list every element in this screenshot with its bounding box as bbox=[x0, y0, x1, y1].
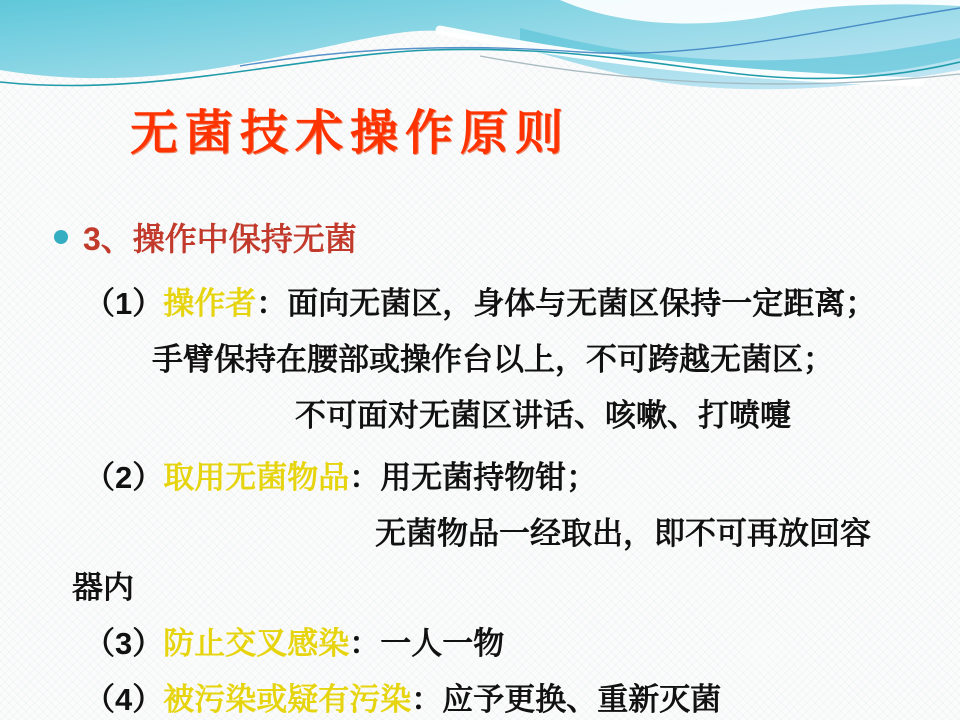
body-line-4 bbox=[84, 452, 597, 497]
line-rest: ：面向无菌区，身体与无菌区保持一定距离； bbox=[256, 286, 877, 321]
body-line-3 bbox=[295, 390, 791, 435]
body-line-5 bbox=[375, 508, 871, 553]
body-line-8 bbox=[84, 674, 721, 719]
line-rest: ：应予更换、重新灭菌 bbox=[411, 682, 722, 717]
line-rest: ：一人一物 bbox=[349, 626, 505, 661]
line-highlight: 防止交叉感染 bbox=[163, 626, 350, 661]
line-highlight: 操作者 bbox=[163, 286, 257, 321]
bullet-heading bbox=[54, 214, 357, 260]
line-prefix: （4） bbox=[84, 682, 164, 717]
body-line-7 bbox=[84, 618, 504, 663]
line-highlight: 被污染或疑有污染 bbox=[163, 682, 412, 717]
line-text: 器内 bbox=[72, 570, 134, 605]
line-text: 无菌物品一经取出，即不可再放回容 bbox=[375, 516, 871, 551]
body-line-2 bbox=[152, 334, 834, 379]
line-text: 手臂保持在腰部或操作台以上，不可跨越无菌区； bbox=[152, 342, 834, 377]
line-prefix: （1） bbox=[84, 286, 164, 321]
line-rest: ：用无菌持物钳； bbox=[349, 460, 598, 495]
line-prefix: （3） bbox=[84, 626, 164, 661]
line-text: 不可面对无菌区讲话、咳嗽、打喷嚏 bbox=[295, 398, 791, 433]
page-title: 无菌技术操作原则 bbox=[130, 107, 571, 160]
bullet-dot-icon bbox=[54, 230, 68, 244]
line-prefix: （2） bbox=[84, 460, 164, 495]
bullet-heading-label: 3、操作中保持无菌 bbox=[83, 221, 357, 257]
body-line-1 bbox=[84, 278, 876, 323]
line-highlight: 取用无菌物品 bbox=[163, 460, 350, 495]
body-line-6 bbox=[72, 562, 134, 607]
